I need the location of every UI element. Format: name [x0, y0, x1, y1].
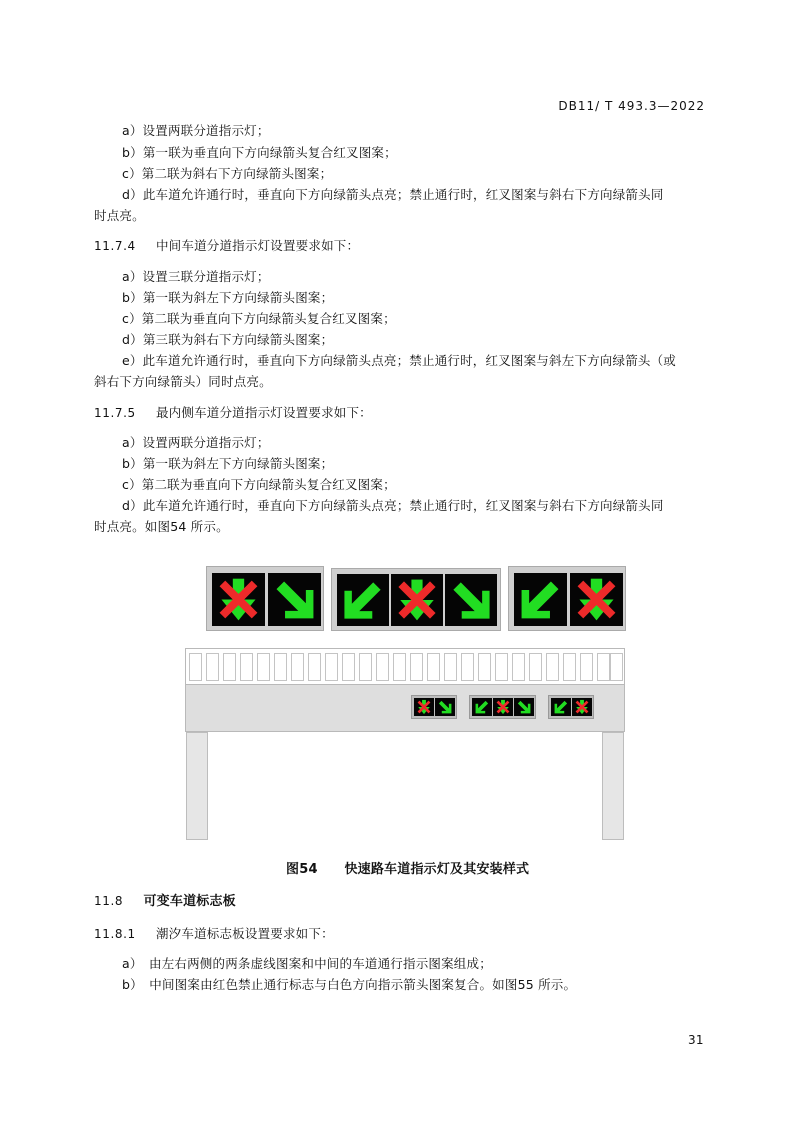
- mounted-lamp-outer: [411, 695, 457, 719]
- gantry-pillar-left: [186, 732, 208, 840]
- clause-heading: [94, 926, 334, 942]
- lamp-down-right-arrow: [268, 573, 321, 626]
- grille-fin: [376, 653, 389, 681]
- list-item: b）第一联为斜左下方向绿箭头图案；: [122, 290, 334, 305]
- list-item: e）此车道允许通行时，垂直向下方向绿箭头点亮；禁止通行时，红叉图案与斜左下方向绿箭头（或: [122, 353, 676, 368]
- page-number: 31: [688, 1033, 704, 1047]
- grille-fin: [478, 653, 491, 681]
- mounted-lamp-inner: [548, 695, 594, 719]
- grille-fin: [410, 653, 423, 681]
- list-item: b） 中间图案由红色禁止通行标志与白色方向指示箭头图案复合。如图55 所示。: [122, 977, 577, 992]
- list-item: d）此车道允许通行时，垂直向下方向绿箭头点亮；禁止通行时，红叉图案与斜右下方向绿箭头同: [122, 187, 664, 202]
- clause-number: 11.7.4: [94, 239, 136, 253]
- grille-fin: [461, 653, 474, 681]
- grille-fin: [495, 653, 508, 681]
- list-item: c）第二联为垂直向下方向绿箭头复合红叉图案；: [122, 477, 396, 492]
- list-item: b）第一联为斜左下方向绿箭头图案；: [122, 456, 334, 471]
- grille-fin: [189, 653, 202, 681]
- gantry-grille: [186, 649, 624, 685]
- clause-heading: [94, 405, 372, 421]
- grille-fin: [529, 653, 542, 681]
- grille-fin: [257, 653, 270, 681]
- lamp-down-arrow-with-cross: [212, 573, 265, 626]
- grille-fin: [240, 653, 253, 681]
- section-heading: [94, 893, 236, 910]
- list-item: d）第三联为斜右下方向绿箭头图案；: [122, 332, 334, 347]
- section-number: 11.8: [94, 894, 124, 908]
- grille-fin: [563, 653, 576, 681]
- section-title: 可变车道标志板: [143, 894, 236, 909]
- figure-title: 快速路车道指示灯及其安装样式: [344, 862, 530, 877]
- list-item: 时点亮。: [94, 208, 145, 223]
- grille-fin: [325, 653, 338, 681]
- list-item: b）第一联为垂直向下方向绿箭头复合红叉图案；: [122, 145, 397, 160]
- grille-fin: [308, 653, 321, 681]
- list-item: c）第二联为垂直向下方向绿箭头复合红叉图案；: [122, 311, 396, 326]
- grille-fin: [580, 653, 593, 681]
- standard-code: DB11/ T 493.3—2022: [558, 99, 705, 113]
- grille-fin: [359, 653, 372, 681]
- figure-number: 图54: [286, 862, 318, 877]
- lamp-down-right-arrow: [445, 574, 497, 626]
- grille-fin: [274, 653, 287, 681]
- list-item: a）设置两联分道指示灯；: [122, 435, 270, 450]
- clause-title: 最内侧车道分道指示灯设置要求如下：: [155, 405, 372, 420]
- grille-fin: [427, 653, 440, 681]
- clause-title: 中间车道分道指示灯设置要求如下：: [155, 238, 360, 253]
- clause-number: 11.7.5: [94, 406, 136, 420]
- grille-fin: [342, 653, 355, 681]
- lamp-down-arrow-with-cross: [391, 574, 443, 626]
- lamp-down-left-arrow: [514, 573, 567, 626]
- list-item: a）设置两联分道指示灯；: [122, 123, 270, 138]
- list-item: a） 由左右两侧的两条虚线图案和中间的车道通行指示图案组成；: [122, 956, 492, 971]
- gantry-beam: [185, 648, 625, 732]
- clause-number: 11.8.1: [94, 927, 136, 941]
- list-item: a）设置三联分道指示灯；: [122, 269, 270, 284]
- grille-fin: [610, 653, 623, 681]
- lamp-group-middle-lane: [331, 568, 501, 631]
- gantry-pillar-right: [602, 732, 624, 840]
- clause-title: 潮汐车道标志板设置要求如下：: [155, 926, 334, 941]
- grille-fin: [206, 653, 219, 681]
- mounted-lamp-middle: [469, 695, 536, 719]
- list-item: 时点亮。如图54 所示。: [94, 519, 229, 534]
- lamp-group-outer-lane: [206, 566, 324, 631]
- list-item: 斜右下方向绿箭头）同时点亮。: [94, 374, 272, 389]
- lamp-down-left-arrow: [337, 574, 389, 626]
- list-item: c）第二联为斜右下方向绿箭头图案；: [122, 166, 333, 181]
- grille-fin: [512, 653, 525, 681]
- list-item: d）此车道允许通行时，垂直向下方向绿箭头点亮；禁止通行时，红叉图案与斜右下方向绿箭头同: [122, 498, 664, 513]
- grille-fin: [444, 653, 457, 681]
- grille-fin: [393, 653, 406, 681]
- grille-fin: [597, 653, 610, 681]
- figure-caption: [286, 862, 529, 878]
- grille-fin: [291, 653, 304, 681]
- lamp-down-arrow-with-cross: [570, 573, 623, 626]
- clause-heading: [94, 238, 359, 254]
- lamp-group-inner-lane: [508, 566, 626, 631]
- grille-fin: [223, 653, 236, 681]
- grille-fin: [546, 653, 559, 681]
